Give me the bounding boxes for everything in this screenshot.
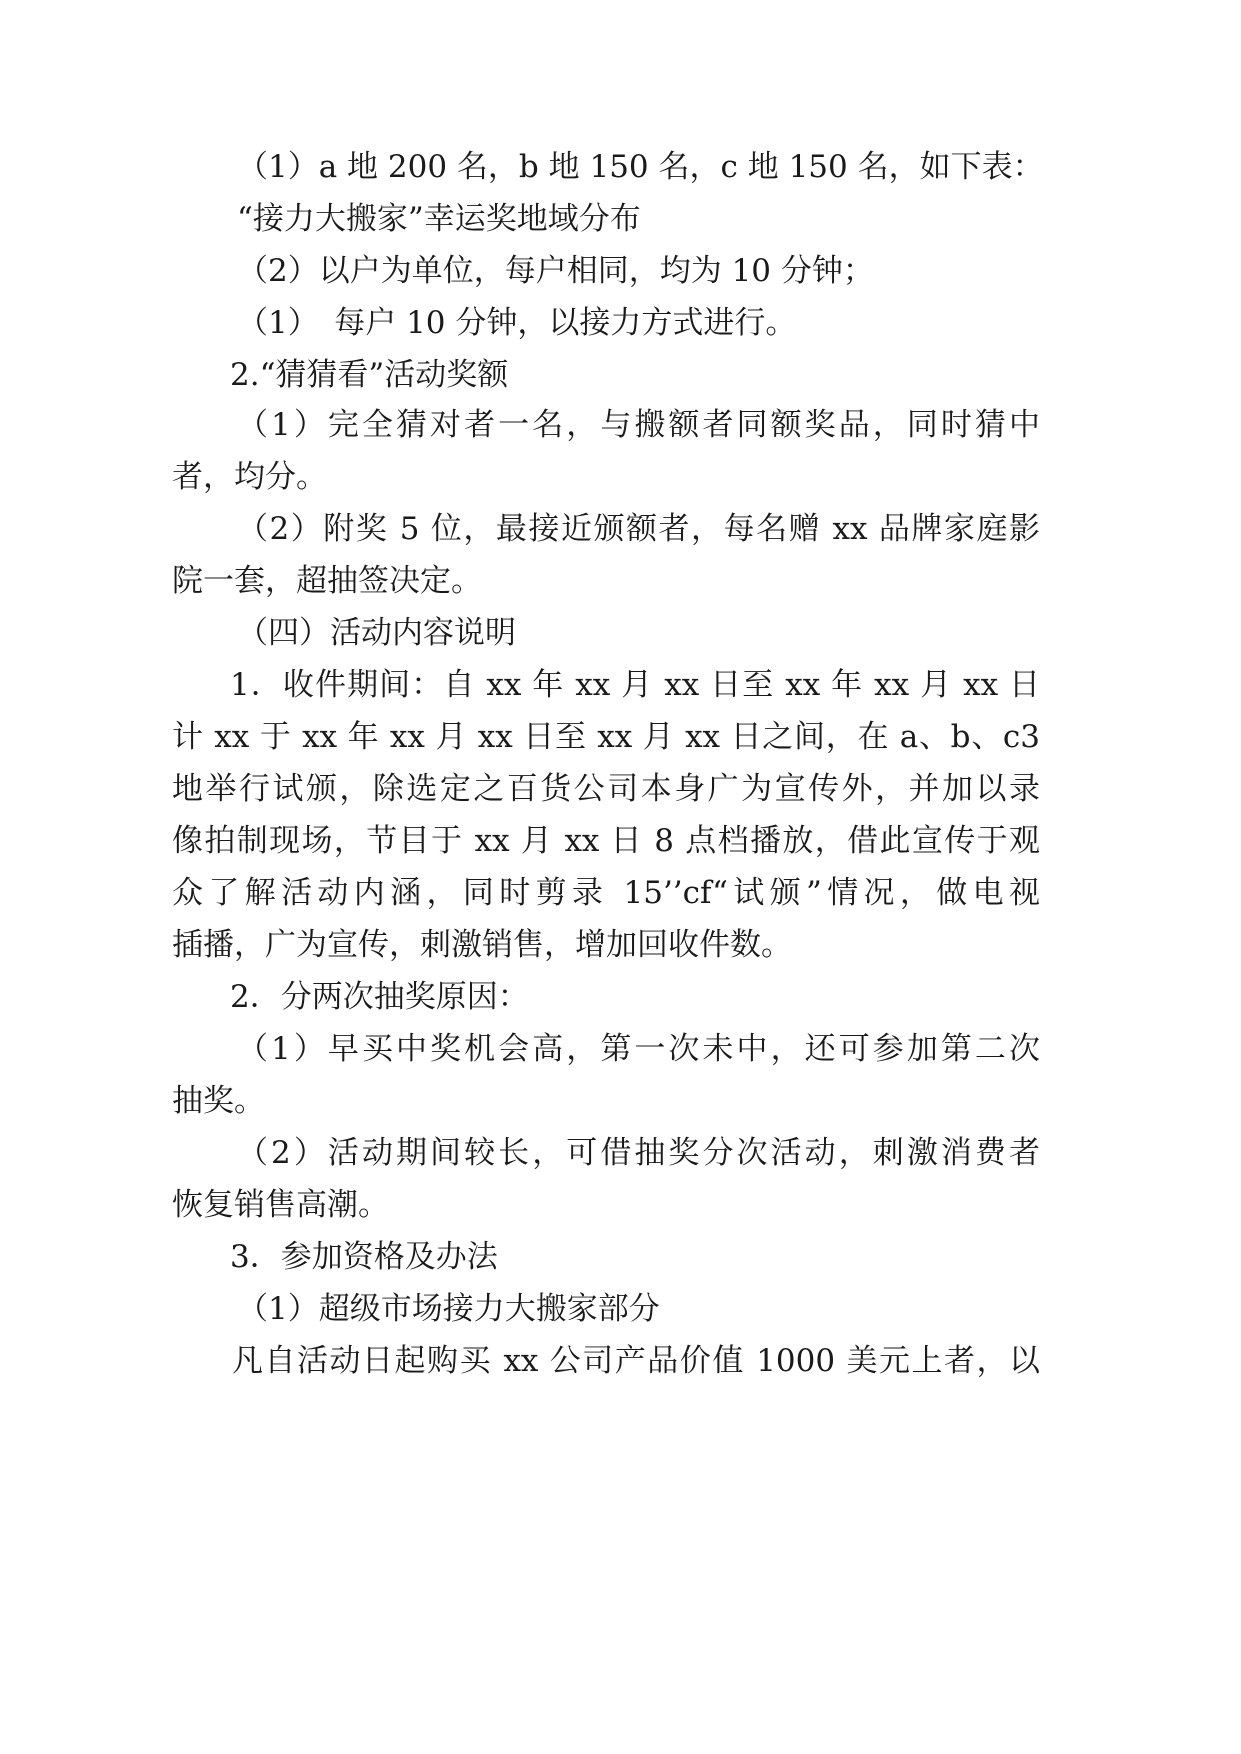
text-line: （2）以户为单位，每户相同，均为 10 分钟； (237, 253, 874, 289)
text-line: 2．分两次抽奖原因： (230, 979, 529, 1015)
text-line: （1） 每户 10 分钟，以接力方式进行。 (237, 305, 797, 341)
text-line: （1）超级市场接力大搬家部分 (237, 1291, 660, 1327)
text-line: 插播，广为宣传，刺激销售，增加回收件数。 (172, 927, 792, 963)
text-line: 3．参加资格及办法 (230, 1239, 498, 1275)
text-line: 1．收件期间：自 xx 年 xx 月 xx 日至 xx 年 xx 月 xx 日 (230, 667, 1040, 703)
text-line: 恢复销售高潮。 (172, 1187, 389, 1223)
text-line: 地举行试颁，除选定之百货公司本身广为宣传外，并加以录 (172, 771, 1040, 807)
text-line: 众了解活动内涵，同时剪录 15’’cf“试颁”情况，做电视 (172, 875, 1040, 911)
text-line: 凡自活动日起购买 xx 公司产品价值 1000 美元上者，以 (232, 1343, 1040, 1379)
text-line: （1）早买中奖机会高，第一次未中，还可参加第二次 (237, 1031, 1040, 1067)
text-line: 计 xx 于 xx 年 xx 月 xx 日至 xx 月 xx 日之间，在 a、b、c3 (172, 719, 1040, 755)
text-line: 抽奖。 (172, 1083, 265, 1119)
text-line: 院一套，超抽签决定。 (172, 563, 482, 599)
text-line: （2）附奖 5 位，最接近颁额者，每名赠 xx 品牌家庭影 (237, 511, 1040, 547)
text-line: 者，均分。 (172, 459, 327, 495)
text-line: 像拍制现场，节目于 xx 月 xx 日 8 点档播放，借此宣传于观 (172, 823, 1040, 859)
text-line: （四）活动内容说明 (237, 615, 516, 651)
text-line: （2）活动期间较长，可借抽奖分次活动，刺激消费者 (237, 1135, 1040, 1171)
text-line: （1）a 地 200 名，b 地 150 名，c 地 150 名，如下表： (237, 149, 1044, 185)
text-line: “接力大搬家”幸运奖地域分布 (237, 201, 641, 237)
text-line: （1）完全猜对者一名，与搬额者同额奖品，同时猜中 (237, 407, 1040, 443)
text-line: 2.“猜猜看”活动奖额 (230, 357, 509, 393)
